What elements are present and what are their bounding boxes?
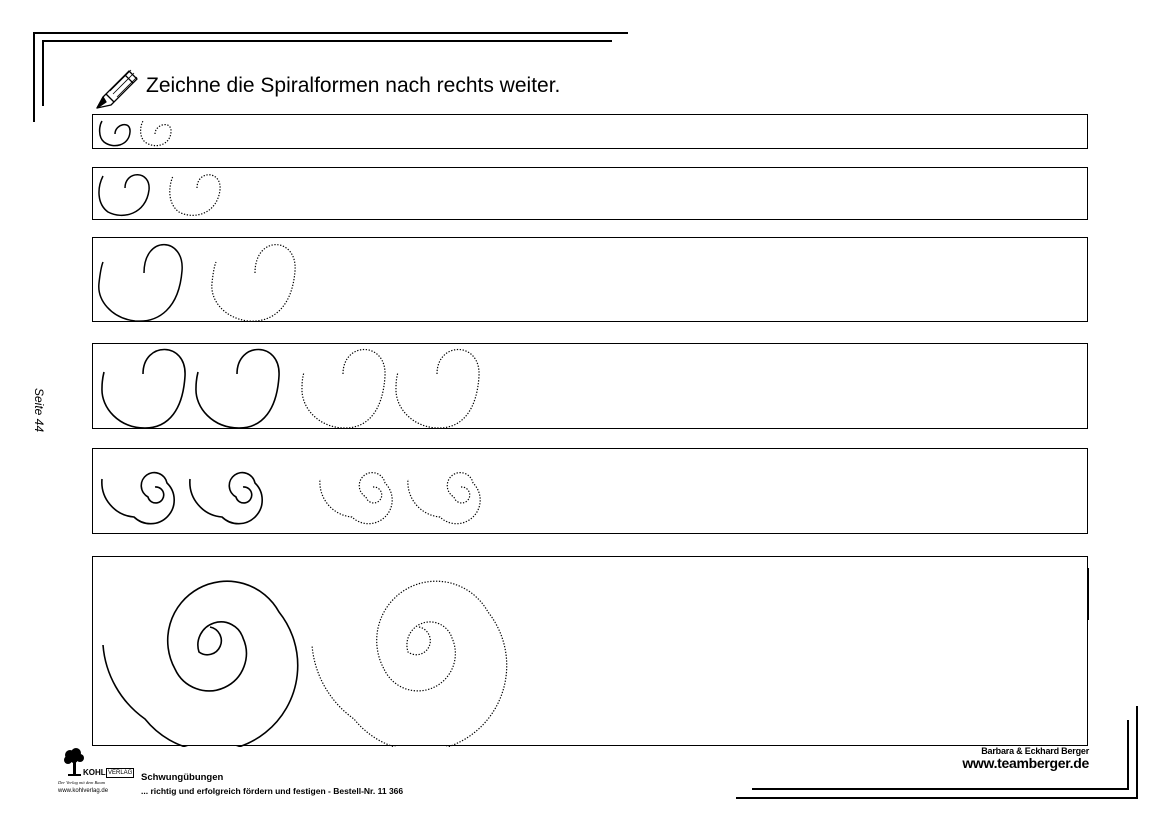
exercise-row-2[interactable]: [92, 167, 1088, 220]
page-label: Seite 44: [32, 388, 46, 433]
frame-top-left-inner-v: [42, 40, 44, 106]
exercise-row-3[interactable]: [92, 237, 1088, 322]
authors-credit: Barbara & Eckhard Berger: [981, 746, 1089, 756]
row-4-solid-loop-2: [196, 349, 279, 428]
book-title: Schwungübungen: [141, 772, 224, 783]
publisher-brand: KOHL: [83, 768, 106, 777]
instruction-title: Zeichne die Spiralformen nach rechts weiter.: [146, 74, 561, 97]
row-5-dotted-spiral-1: [320, 473, 392, 524]
row-4-dotted-loop-2: [396, 349, 479, 428]
publisher-brand-box: VERLAG: [108, 770, 133, 776]
book-subtitle: ... richtig und erfolgreich fördern und festigen - Bestell-Nr. 11 366: [141, 786, 404, 796]
row-4-dotted-loop-1: [302, 349, 385, 428]
row-5-shapes: [93, 449, 513, 535]
frame-bottom-right-inner-v: [1127, 720, 1129, 790]
row-2-dotted-loop: [170, 175, 220, 216]
row-3-solid-loop: [99, 245, 182, 322]
frame-bottom-right-outer-v: [1136, 706, 1138, 799]
website-link[interactable]: www.teamberger.de: [962, 755, 1089, 771]
row-4-shapes: [93, 344, 493, 430]
exercise-row-1[interactable]: [92, 114, 1088, 149]
exercise-row-5[interactable]: [92, 448, 1088, 534]
frame-top-left-outer-h: [33, 32, 628, 34]
row-4-solid-loop-1: [102, 349, 185, 428]
row-1-shapes: [93, 115, 213, 150]
publisher-url[interactable]: www.kohlverlag.de: [58, 788, 109, 794]
exercise-row-4[interactable]: [92, 343, 1088, 429]
frame-bottom-right-inner-h: [752, 788, 1129, 790]
row-1-dotted-loop: [141, 121, 171, 146]
frame-top-left-outer-v: [33, 32, 35, 122]
row-2-solid-loop: [99, 175, 149, 216]
row-1-solid-loop: [100, 121, 130, 146]
row-6-solid-spiral: [103, 581, 298, 747]
row-5-solid-spiral-1: [102, 473, 174, 524]
row-6-dotted-spiral: [312, 581, 507, 747]
row-6-right-edge-mark: [1087, 568, 1089, 620]
row-2-shapes: [93, 168, 253, 221]
frame-bottom-right-outer-h: [736, 797, 1138, 799]
row-3-dotted-loop: [212, 245, 295, 322]
row-5-dotted-spiral-2: [408, 473, 480, 524]
row-6-shapes: [93, 557, 553, 747]
frame-top-left-inner-h: [42, 40, 612, 42]
row-5-solid-spiral-2: [190, 473, 262, 524]
publisher-tagline: Der Verlag mit dem Baum: [58, 780, 105, 785]
row-3-shapes: [93, 238, 323, 323]
exercise-row-6[interactable]: [92, 556, 1088, 746]
pencil-icon: [93, 66, 143, 112]
